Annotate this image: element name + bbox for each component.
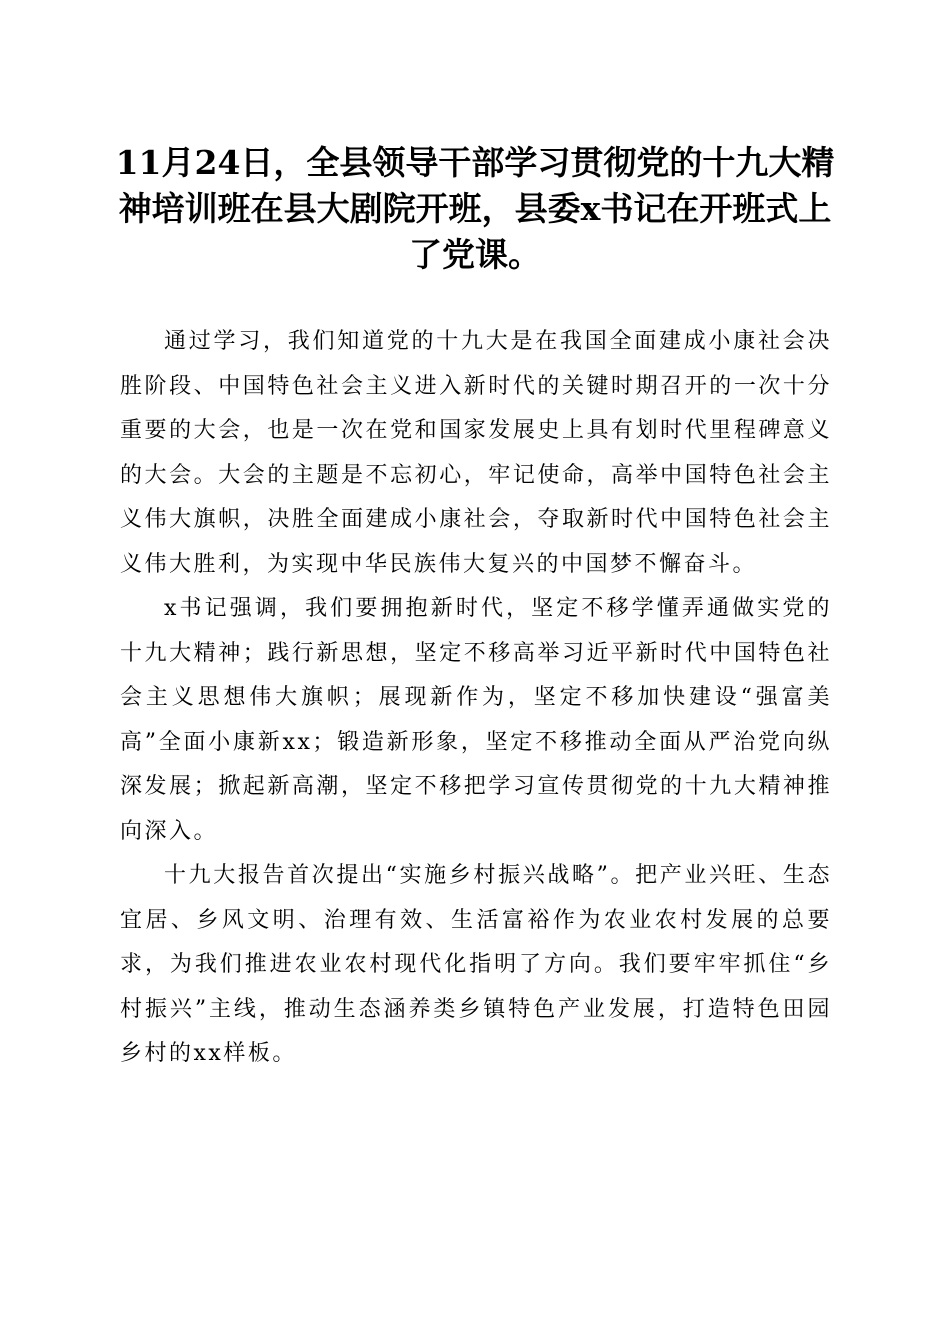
paragraph-secretary-emphasis: x书记强调，我们要拥抱新时代，坚定不移学懂弄通做实党的十九大精神；践行新思想，坚定不移高举习近平新时代中国特色社会主义思想伟大旗帜；展现新作为，坚定不移加快建设“强富美高”全面小康新xx；锻造新形象，坚定不移推动全面从严治党向纵深发展；掀起新高潮，坚定不移把学习宣传贯彻党的十九大精神推向深入。 [120,596,832,844]
paragraph-rural-revitalization: 十九大报告首次提出“实施乡村振兴战略”。把产业兴旺、生态宜居、乡风文明、治理有效、生活富裕作为农业农村发展的总要求，为我们推进农业农村现代化指明了方向。我们要牢牢抓住“乡村振兴”主线，推动生态涵养类乡镇特色产业发展，打造特色田园乡村的xx样板。 [120,863,832,1066]
document-title: 11月24日，全县领导干部学习贯彻党的十九大精神培训班在县大剧院开班，县委x书记在开班式上了党课。 [115,143,835,274]
document-body [120,320,832,1077]
paragraph-study: 通过学习，我们知道党的十九大是在我国全面建成小康社会决胜阶段、中国特色社会主义进入新时代的关键时期召开的一次十分重要的大会，也是一次在党和国家发展史上具有划时代里程碑意义的大会。大会的主题是不忘初心，牢记使命，高举中国特色社会主义伟大旗帜，决胜全面建成小康社会，夺取新时代中国特色社会主义伟大胜利，为实现中华民族伟大复兴的中国梦不懈奋斗。 [120,329,832,577]
